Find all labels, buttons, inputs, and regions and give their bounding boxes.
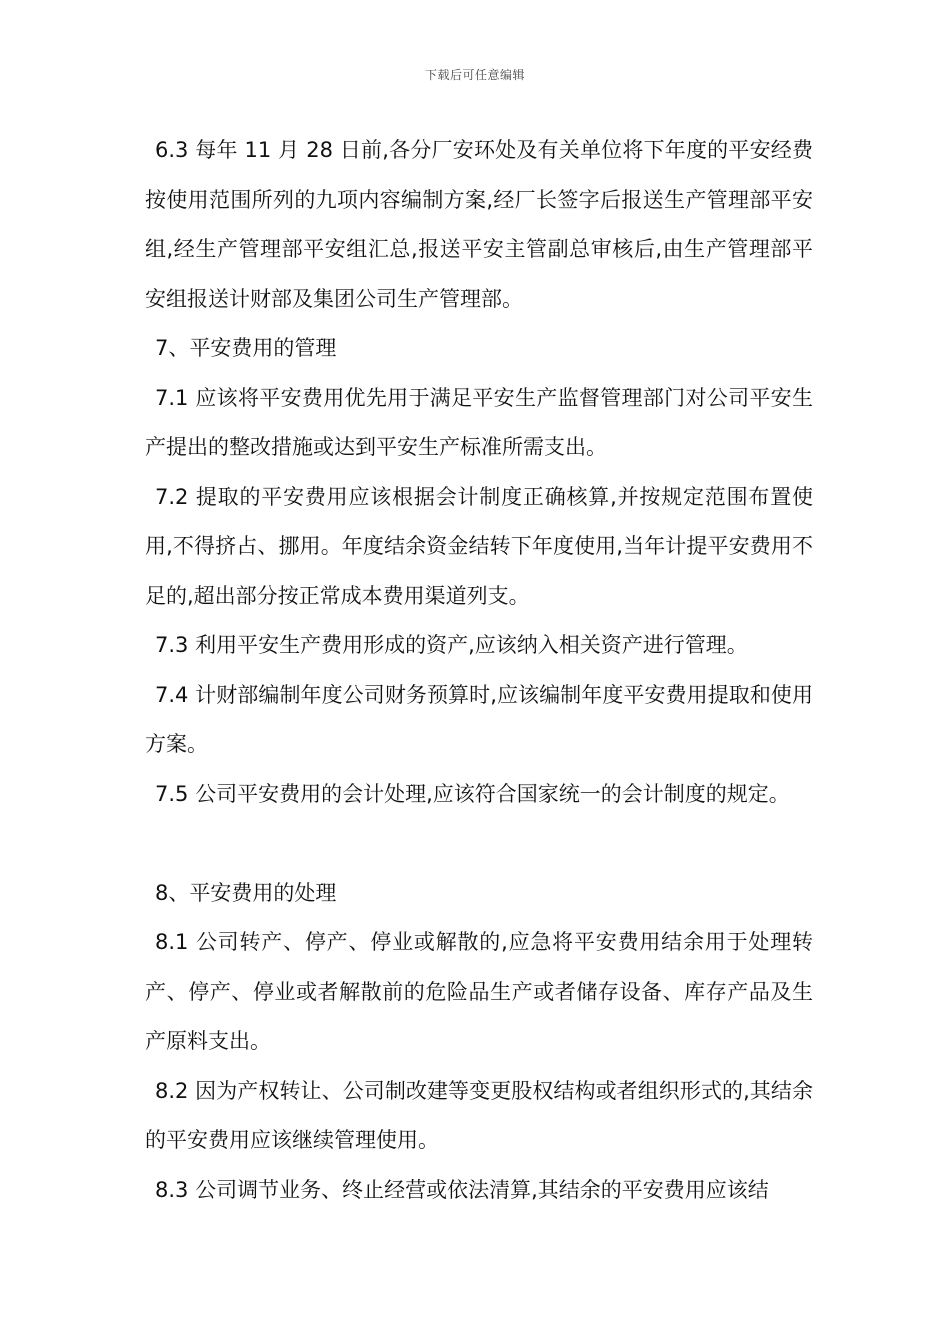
heading-7: 7、平安费用的管理 (155, 336, 337, 360)
paragraph-8-2: 8.2 因为产权转让、公司制改建等变更股权结构或者组织形式的,其结余的平安费用应该继续管理使用。 (145, 1078, 813, 1152)
paragraph-7-2: 7.2 提取的平安费用应该根据会计制度正确核算,并按规定范围布置使用,不得挤占、挪用。年度结余资金结转下年度使用,当年计提平安费用不足的,超出部分按正常成本费用渠道列支。 (145, 484, 813, 608)
blank-line (145, 819, 813, 869)
paragraph-8-3: 8.3 公司调节业务、终止经营或依法清算,其结余的平安费用应该结 (155, 1177, 769, 1202)
paragraph-6-3: 6.3 每年 11 月 28 日前,各分厂安环处及有关单位将下年度的平安经费按使用范围所列的九项内容编制方案,经厂长签字后报送生产管理部平安组,经生产管理部平安组汇总,报送平安主管副总审核后,由生产管理部平安组报送计财部及集团公司生产管理部。 (145, 138, 813, 311)
paragraph-7-3: 7.3 利用平安生产费用形成的资产,应该纳入相关资产进行管理。 (155, 633, 748, 657)
paragraph-7-4: 7.4 计财部编制年度公司财务预算时,应该编制年度平安费用提取和使用方案。 (145, 682, 813, 756)
document-body (145, 126, 813, 1215)
paragraph-7-1: 7.1 应该将平安费用优先用于满足平安生产监督管理部门对公司平安生产提出的整改措施或达到平安生产标准所需支出。 (145, 385, 813, 459)
heading-8: 8、平安费用的处理 (155, 880, 337, 905)
page-header: 下载后可任意编辑 (424, 68, 525, 82)
paragraph-7-5: 7.5 公司平安费用的会计处理,应该符合国家统一的会计制度的规定。 (155, 781, 790, 806)
paragraph-8-1: 8.1 公司转产、停产、停业或解散的,应急将平安费用结余用于处理转产、停产、停业或者解散前的危险品生产或者储存设备、库存产品及生产原料支出。 (145, 930, 813, 1053)
